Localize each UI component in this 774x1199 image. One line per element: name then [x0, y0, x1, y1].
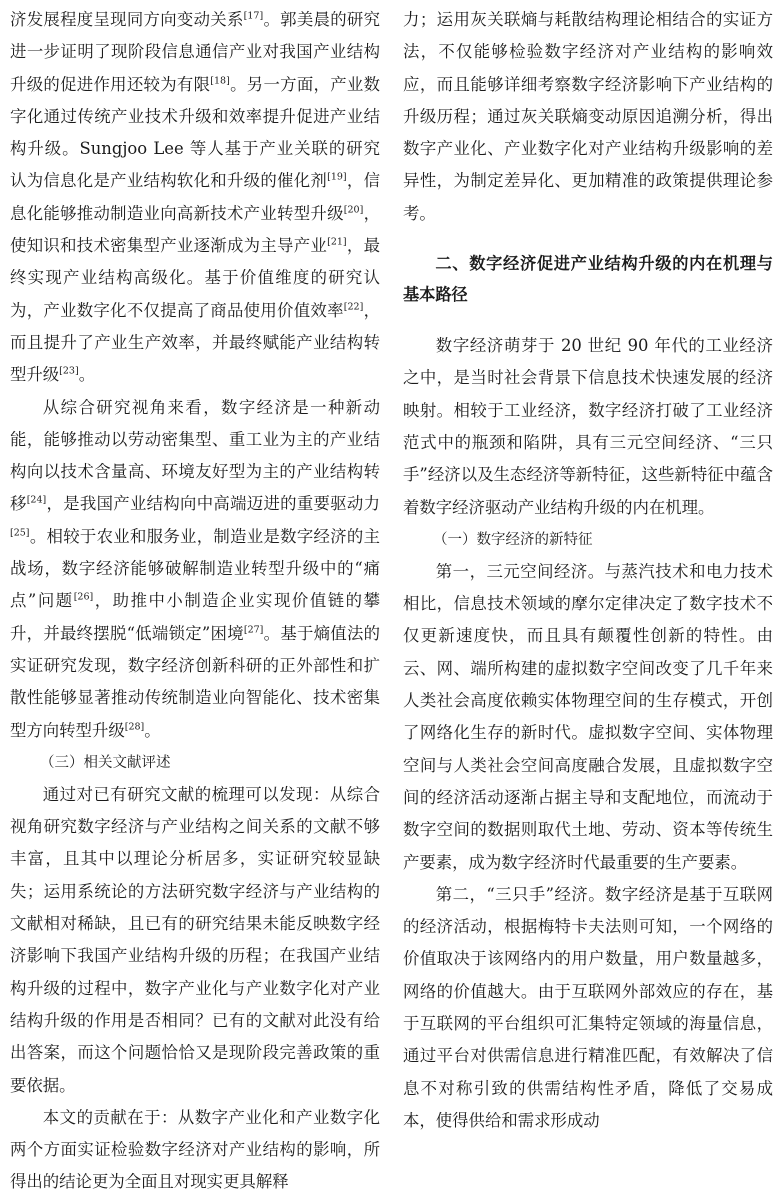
subsection-heading-literature-review: （三）相关文献评述	[40, 754, 171, 771]
citation-26: [26]	[73, 591, 94, 603]
citation-18: [18]	[210, 75, 230, 87]
paragraph-three-hands-economy: 第二，“三只手”经济。数字经济是基于互联网的经济活动，根据梅特卡夫法则可知，一个网络的价值取决于该网络内的用户数量，用户数量越多，网络的价值越大。由于互联网外部效应的存在，基于互联网的平台组织可汇集特定领域的海量信息，通过平台对供需信息进行精准匹配，有效解决了信息不对称引致的供需结构性矛盾，降低了交易成本，使得供给和需求形成动	[403, 884, 773, 1130]
subsection-heading-new-features: （一）数字经济的新特征	[433, 531, 593, 548]
citation-28: [28]	[124, 721, 145, 733]
section-heading-mechanism: 二、数字经济促进产业结构升级的内在机理与基本路径	[403, 254, 773, 305]
citation-25: [25]	[10, 527, 30, 539]
citation-24: [24]	[26, 494, 47, 506]
paragraph-contribution-start: 本文的贡献在于：从数字产业化和产业数字化两个方面实证检验数字经济对产业结构的影响，所得出的结论更为全面且对现实更具解释	[10, 1107, 380, 1192]
paragraph-literature-industry: 济发展程度呈现同方向变动关系[17]。郭美晨的研究进一步证明了现阶段信息通信产业对我国产业结构升级的促进作用还较为有限[18]。另一方面，产业数字化通过传统产业技术升级和效率提升促进产业结构升级。Sungjoo Lee 等人基于产业关联的研究认为信息化是产业结构软化和升级的催化剂[19]，信息化能够推动制造业向高新技术产业转型升级[20]，使知识和技术密集型产业逐渐成为主导产业[21]，最终实现产业结构高级化。基于价值维度的研究认为，产业数字化不仅提高了商品使用价值效率[22]，而且提升了产业生产效率，并最终赋能产业结构转型升级[23]。	[10, 10, 381, 385]
citation-27: [27]	[243, 624, 264, 636]
paragraph-contribution-continued: 力；运用灰关联熵与耗散结构理论相结合的实证方法，不仅能够检验数字经济对产业结构的影响效应，而且能够详细考察数字经济影响下产业结构的升级历程；通过灰关联熵变动原因追溯分析，得出数字产业化、产业数字化对产业结构升级影响的差异性，为制定差异化、更加精准的政策提供理论参考。	[403, 10, 773, 223]
citation-21: [21]	[327, 236, 347, 248]
paragraph-digital-economy-origin: 数字经济萌芽于 20 世纪 90 年代的工业经济之中，是当时社会背景下信息技术快速发展的经济映射。相较于工业经济，数字经济打破了工业经济范式中的瓶颈和陷阱，具有三元空间经济、“三只手”经济以及生态经济等新特征，这些新特征中蕴含着数字经济驱动产业结构升级的内在机理。	[403, 336, 773, 517]
paragraph-ternary-space-economy: 第一，三元空间经济。与蒸汽技术和电力技术相比，信息技术领域的摩尔定律决定了数字技术不仅更新速度快，而且具有颠覆性创新的特性。由云、网、端所构建的虚拟数字空间改变了几千年来人类社会高度依赖实体物理空间的生存模式，开创了网络化生存的新时代。虚拟数字空间、实体物理空间与人类社会空间高度融合发展，且虚拟数字空间的经济活动逐渐占据主导和支配地位，而流动于数字空间的数据则取代土地、劳动、资本等传统生产要素，成为数字经济时代最重要的生产要素。	[403, 561, 773, 872]
citation-22: [22]	[343, 301, 364, 313]
citation-23: [23]	[59, 365, 79, 377]
citation-19: [19]	[327, 172, 347, 184]
paragraph-review: 通过对已有研究文献的梳理可以发现：从综合视角研究数字经济与产业结构之间关系的文献不够丰富，且其中以理论分析居多，实证研究较显缺失；运用系统论的方法研究数字经济与产业结构的文献相对稀缺，且已有的研究结果未能反映数字经济影响下我国产业结构升级的历程；在我国产业结构升级的过程中，数字产业化与产业数字化对产业结构升级的作用是否相同？已有的文献对此没有给出答案，而这个问题恰恰又是现阶段完善政策的重要依据。	[10, 784, 380, 1095]
right-column	[403, 4, 773, 1137]
citation-20: [20]	[343, 204, 364, 216]
paragraph-comprehensive-view: 从综合研究视角来看，数字经济是一种新动能，能够推动以劳动密集型、重工业为主的产业结构向以技术含量高、环境友好型为主的产业结构转移[24]，是我国产业结构向中高端迈进的重要驱动力[25]。相较于农业和服务业，制造业是数字经济的主战场，数字经济能够破解制造业转型升级中的“痛点”问题[26]，助推中小制造企业实现价值链的攀升，并最终摆脱“低端锁定”困境[27]。基于熵值法的实证研究发现，数字经济创新科研的正外部性和扩散性能够显著推动传统制造业向智能化、技术密集型方向转型升级[28]。	[10, 397, 381, 740]
left-column	[10, 4, 380, 1199]
citation-17: [17]	[243, 10, 264, 22]
